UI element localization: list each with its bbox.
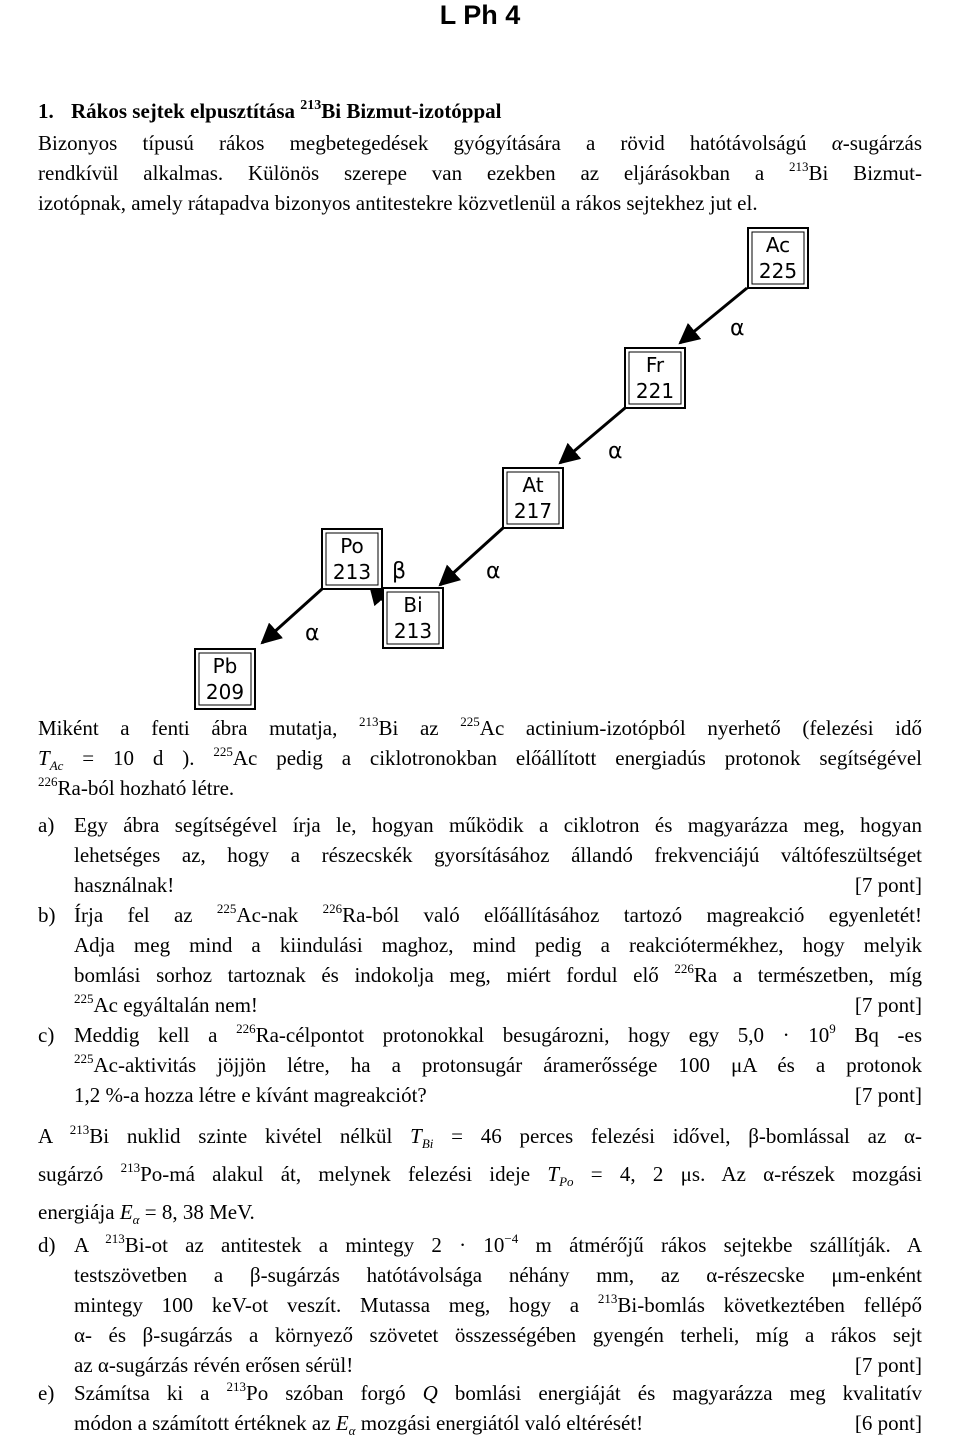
symbol-T: T <box>547 1162 560 1186</box>
nuclide-box-fr <box>625 348 685 408</box>
qb-line-4 <box>74 990 922 1020</box>
question-label: d) <box>38 1233 56 1257</box>
nuclide-mass: 225 <box>758 259 798 283</box>
nuclide-symbol: Pb <box>212 654 238 678</box>
text: A <box>74 1233 89 1257</box>
points: [7 pont] <box>854 993 922 1017</box>
isotope-sup: 226 <box>236 1021 256 1036</box>
qe-line-1 <box>74 1378 922 1408</box>
heading-text: Rákos sejtek elpusztítása <box>71 99 295 123</box>
nuclide-box-pb <box>195 649 255 709</box>
alpha-label: α <box>730 316 745 341</box>
alpha-label: α <box>305 621 320 646</box>
text: Ra-ból való előállításához tartozó magreakció egyenletét! <box>342 903 922 927</box>
intro-text: -sugárzás <box>842 131 923 155</box>
symbol-T: T <box>410 1124 422 1148</box>
isotope-sup: 213 <box>120 1160 141 1175</box>
text: Számítsa ki a <box>74 1381 210 1405</box>
question-label: b) <box>38 903 56 927</box>
text: Ac pedig a ciklotronokban előállított energiadús protonok segítségével <box>232 746 923 770</box>
subscript: Bi <box>421 1136 434 1151</box>
text: Miként a fenti ábra mutatja, <box>38 716 338 740</box>
qa-line-3 <box>74 870 922 900</box>
alpha-label: α <box>486 559 501 584</box>
question-label: c) <box>38 1023 55 1047</box>
isotope-sup: 225 <box>74 1051 94 1066</box>
text: Az α-részek mozgási <box>721 1162 923 1186</box>
intro-line-2 <box>38 158 922 188</box>
nuclide-mass: 217 <box>513 499 553 523</box>
nuclide-mass: 213 <box>332 560 372 584</box>
paragraph-source <box>38 713 922 803</box>
isotope-sup: 213 <box>789 159 809 174</box>
isotope-sup: 225 <box>216 901 237 916</box>
isotope-sup: 226 <box>322 901 343 916</box>
intro-text: Bizonyos típusú rákos megbetegedések gyógyítására a rövid hatótávolságú <box>38 131 807 155</box>
nuclide-symbol: At <box>522 473 544 497</box>
symbol-Q: Q <box>422 1381 438 1405</box>
qb-line-3 <box>74 960 922 990</box>
text: Ra a természetben, míg <box>693 963 923 987</box>
isotope-sup: 213 <box>105 1231 125 1246</box>
text: Ac actinium-izotópból nyerhető (felezési idő <box>479 716 923 740</box>
value: 2 · 10 <box>431 1233 505 1257</box>
nuclide-mass: 209 <box>205 680 245 704</box>
intro-line-1 <box>38 128 922 158</box>
isotope-sup: 213 <box>69 1122 90 1137</box>
question-d <box>38 1230 922 1380</box>
qc-line-3 <box>74 1080 922 1110</box>
value: = 4, 2 μs. <box>590 1162 706 1186</box>
text: m átmérőjű rákos sejtekbe szállítják. A <box>535 1233 923 1257</box>
para3-line-3 <box>38 1193 922 1231</box>
nuclide-box-at <box>503 468 563 528</box>
symbol-E: E <box>335 1411 349 1435</box>
subscript: Po <box>559 1174 574 1189</box>
alpha-label: α <box>608 439 623 464</box>
qd-line-4: α- és β-sugárzás a környező szövetet összességében gyengén terheli, míg a rákos sejt <box>74 1323 922 1347</box>
isotope-sup: 213 <box>226 1379 247 1394</box>
exponent: 9 <box>829 1021 836 1036</box>
exponent: −4 <box>504 1231 519 1246</box>
qe-line-2 <box>74 1408 922 1438</box>
text: Ac-aktivitás jöjjön létre, ha a protonsugár áramerőssége 100 μA és a protonok <box>93 1053 922 1077</box>
value: = 46 <box>451 1124 502 1148</box>
nuclide-symbol: Ac <box>765 233 791 257</box>
text: Bi-bomlás következtében fellépő <box>617 1293 922 1317</box>
nuclide-box-po <box>322 529 382 589</box>
isotope-sup: 225 <box>74 991 94 1006</box>
nuclide-symbol: Po <box>340 534 364 558</box>
isotope-sup: 213 <box>359 714 379 729</box>
text: Bq -es <box>854 1023 923 1047</box>
text: Ra-ból hozható létre. <box>57 776 235 800</box>
text: Po szóban forgó <box>246 1381 406 1405</box>
text: módon a számított értéknek az <box>74 1411 331 1435</box>
subscript: Ac <box>49 758 64 773</box>
text: Meddig kell a <box>74 1023 218 1047</box>
para3-line-2 <box>38 1155 922 1193</box>
isotope-sup: 225 <box>460 714 480 729</box>
qd-line-3 <box>74 1290 922 1320</box>
subscript: α <box>348 1423 356 1438</box>
intro-text: rendkívül alkalmas. Különös szerepe van ezekben az eljárásokban a <box>38 161 765 185</box>
intro-text: Bi Bizmut- <box>808 161 923 185</box>
text: Po-má alakul át, melynek felezési ideje <box>140 1162 531 1186</box>
qa-line-2: lehetséges az, hogy a részecskék gyorsításához állandó frekvenciájú váltófeszültséget <box>74 843 922 867</box>
text: perces felezési idővel, β-bomlással az α- <box>519 1124 923 1148</box>
beta-label: β <box>392 559 407 584</box>
qd-line-2: testszövetben a β-sugárzás hatótávolsága néhány mm, az α-részecske μm-enként <box>74 1263 922 1287</box>
text: Ac egyáltalán nem! <box>93 993 258 1017</box>
text: Bi nuklid szinte kivétel nélkül <box>89 1124 393 1148</box>
points: [7 pont] <box>854 1083 922 1107</box>
points: [6 pont] <box>854 1411 922 1435</box>
question-c <box>38 1020 922 1110</box>
isotope-sup: 226 <box>38 774 58 789</box>
symbol-E: E <box>119 1200 133 1224</box>
intro-paragraph <box>38 128 922 218</box>
text: Írja fel az <box>74 903 193 927</box>
qd-line-5 <box>74 1350 922 1380</box>
subscript: α <box>132 1212 140 1227</box>
question-label: e) <box>38 1381 55 1405</box>
nuclide-box-bi <box>383 588 443 648</box>
heading-text-end: Bi Bizmut-izotóppal <box>321 99 502 123</box>
text: használnak! <box>74 873 175 897</box>
isotope-sup: 213 <box>597 1291 618 1306</box>
para3-line-1 <box>38 1117 922 1155</box>
points: [7 pont] <box>854 873 922 897</box>
para2-line-3 <box>38 773 922 803</box>
nuclide-mass: 221 <box>635 379 675 403</box>
isotope-sup: 226 <box>674 961 694 976</box>
text: bomlási sorhoz tartoznak és indokolja meg, miért fordul elő <box>74 963 659 987</box>
nuclide-mass: 213 <box>393 619 433 643</box>
question-a <box>38 810 922 900</box>
text: Ra-célpontot protonokkal besugározni, hogy egy <box>255 1023 720 1047</box>
para2-line-1 <box>38 713 922 743</box>
alpha-symbol: α <box>831 131 843 155</box>
text: mozgási energiától való eltérését! <box>360 1411 644 1435</box>
question-e <box>38 1378 922 1438</box>
paragraph-bismuth <box>38 1117 922 1231</box>
nuclide-box-ac <box>748 228 808 288</box>
nuclide-symbol: Fr <box>645 353 665 377</box>
qc-line-1 <box>74 1020 922 1050</box>
heading-sup: 213 <box>300 98 322 113</box>
symbol-T: T <box>38 746 50 770</box>
text: = 10 d ). <box>82 746 195 770</box>
exercise-number: 1. <box>38 99 54 123</box>
value: 5,0 · 10 <box>737 1023 830 1047</box>
question-label: a) <box>38 813 55 837</box>
decay-chain-diagram <box>0 215 960 715</box>
text: bomlási energiáját és magyarázza meg kvalitatív <box>454 1381 923 1405</box>
text: Bi-ot az antitestek a mintegy <box>124 1233 415 1257</box>
qb-line-2: Adja meg mind a kiindulási maghoz, mind pedig a reakciótermékhez, hogy melyik <box>74 933 922 957</box>
page-title: L Ph 4 <box>439 0 521 30</box>
text: Ac-nak <box>236 903 299 927</box>
points: [7 pont] <box>854 1353 922 1377</box>
qd-line-1 <box>74 1230 922 1260</box>
text: Bi az <box>378 716 439 740</box>
exercise-heading <box>38 96 502 126</box>
text: az α-sugárzás révén erősen sérül! <box>74 1353 354 1377</box>
qa-line-1: Egy ábra segítségével írja le, hogyan működik a ciklotron és magyarázza meg, hogyan <box>74 813 922 837</box>
question-b <box>38 900 922 1020</box>
text: energiája <box>38 1200 115 1224</box>
text: mintegy 100 keV-ot veszít. Mutassa meg, hogy a <box>74 1293 580 1317</box>
qb-line-1 <box>74 900 922 930</box>
text: sugárzó <box>38 1162 104 1186</box>
qc-line-2 <box>74 1050 922 1080</box>
isotope-sup: 225 <box>213 744 233 759</box>
para2-line-2 <box>38 743 922 773</box>
text: 1,2 %-a hozza létre e kívánt magreakciót? <box>74 1083 427 1107</box>
text: A <box>38 1124 53 1148</box>
value: = 8, 38 MeV. <box>144 1200 255 1224</box>
nuclide-symbol: Bi <box>403 593 423 617</box>
intro-line-3: izotópnak, amely rátapadva bizonyos antitestekre közvetlenül a rákos sejtekhez jut el. <box>38 191 758 215</box>
